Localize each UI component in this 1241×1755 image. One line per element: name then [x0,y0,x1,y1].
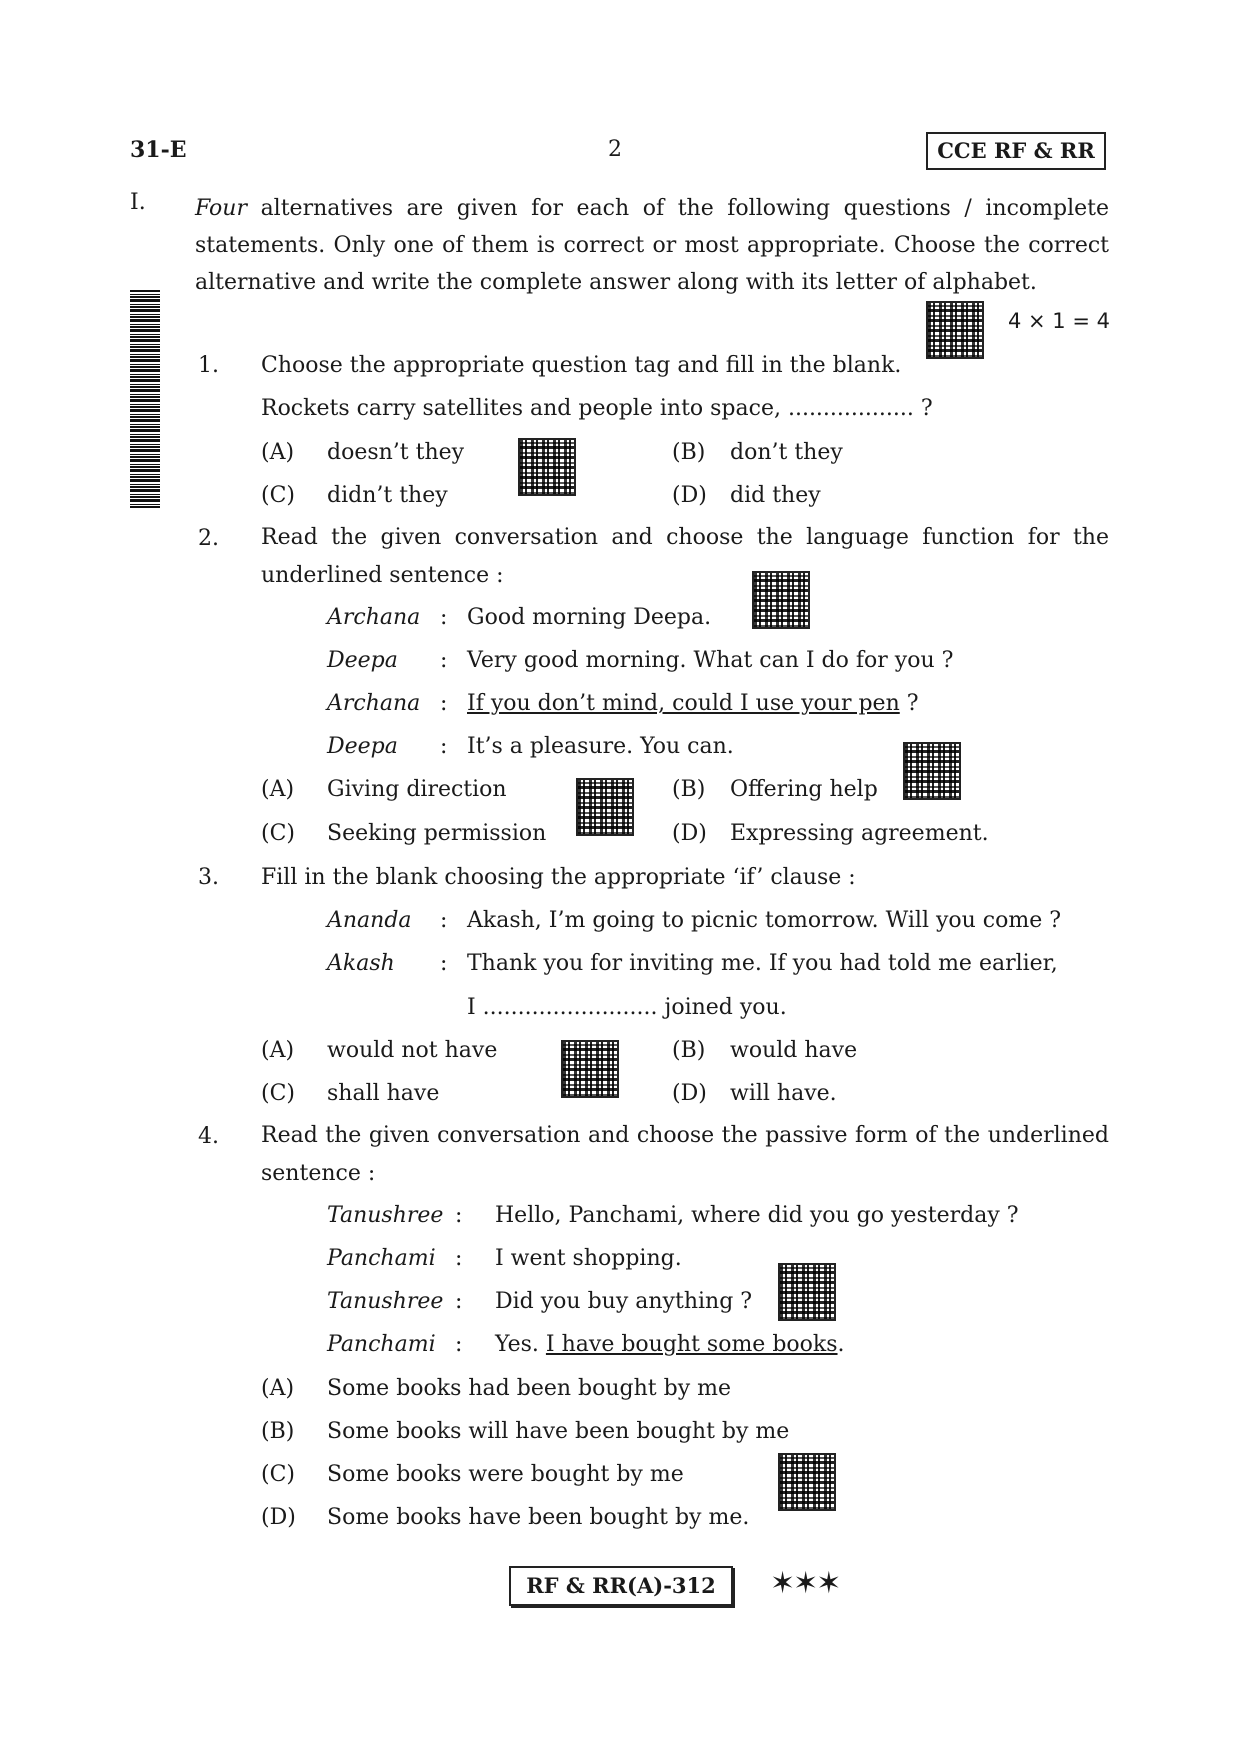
instruction-text: alternatives are given for each of the following questions / incomplete statements. Only one of them is correct or most appropriate. Choose the correct alternative and write the complete answer along with its letter of alphabet. [195,196,1109,295]
speaker-name: Deepa [327,734,398,759]
colon: : [440,648,448,673]
question-3-text: Fill in the blank choosing the appropriate ‘if’ clause : [261,865,856,890]
option-label: (A) [261,1038,295,1063]
option-label: (B) [672,777,706,802]
qr-code-icon [576,778,634,836]
section-numeral: I. [130,190,146,215]
option-text: would not have [327,1038,498,1063]
option-text: Some books were bought by me [327,1462,684,1487]
qr-code-icon [561,1040,619,1098]
option-label: (B) [672,440,706,465]
option-text: Offering help [730,777,878,802]
question-2-number: 2. [198,526,219,551]
dialogue-line: Hello, Panchami, where did you go yesterday ? [495,1203,1019,1228]
option-text: would have [730,1038,858,1063]
question-4-number: 4. [198,1124,219,1149]
option-label: (D) [672,483,707,508]
option-label: (A) [261,777,295,802]
speaker-name: Ananda [327,908,412,933]
section-instruction [195,190,1109,301]
speaker-name: Archana [327,691,421,716]
page-number: 2 [608,137,622,162]
speaker-name: Deepa [327,648,398,673]
qr-code-icon [752,571,810,629]
paper-code: 31-E [130,137,187,163]
question-1-number: 1. [198,353,219,378]
option-label: (B) [672,1038,706,1063]
dialogue-prefix: Yes. [495,1332,546,1357]
option-text: Some books will have been bought by me [327,1419,790,1444]
star-icon: ✶✶✶ [770,1566,840,1601]
colon: : [455,1332,463,1357]
question-1-text: Choose the appropriate question tag and fill in the blank. [261,353,902,378]
speaker-name: Panchami [327,1246,436,1271]
speaker-name: Panchami [327,1332,436,1357]
option-label: (A) [261,1376,295,1401]
option-text: Expressing agreement. [730,821,989,846]
question-3-number: 3. [198,865,219,890]
qr-code-icon [926,301,984,359]
dialogue-line: Akash, I’m going to picnic tomorrow. Will you come ? [467,908,1062,933]
option-label: (D) [261,1505,296,1530]
dialogue-line: Very good morning. What can I do for you ? [467,648,954,673]
underlined-sentence: If you don’t mind, could I use your pen [467,691,900,716]
option-label: (B) [261,1419,295,1444]
qr-code-icon [778,1453,836,1511]
dialogue-tail: ? [899,691,919,716]
instruction-emphasis: Four [195,196,247,221]
option-label: (C) [261,483,295,508]
colon: : [455,1203,463,1228]
dialogue-line: Thank you for inviting me. If you had told me earlier, [467,951,1058,976]
qr-code-icon [903,742,961,800]
speaker-name: Akash [327,951,395,976]
question-2-text: Read the given conversation and choose the language function for the underlined sentence : [261,525,1109,588]
option-label: (A) [261,440,295,465]
colon: : [455,1246,463,1271]
colon: : [440,908,448,933]
option-text: Giving direction [327,777,507,802]
option-label: (D) [672,1081,707,1106]
option-text: Some books have been bought by me. [327,1505,750,1530]
underlined-sentence: I have bought some books [545,1332,838,1357]
option-label: (C) [261,1462,295,1487]
dialogue-continuation: I ......................... joined you. [467,995,787,1020]
qr-code-icon [518,438,576,496]
speaker-name: Tanushree [327,1203,444,1228]
exam-type-box: CCE RF & RR [926,132,1106,170]
question-1-sentence: Rockets carry satellites and people into space, .................. ? [261,396,933,421]
option-text: did they [730,483,821,508]
speaker-name: Archana [327,605,421,630]
colon: : [455,1289,463,1314]
qr-code-icon [778,1263,836,1321]
option-text: will have. [730,1081,837,1106]
option-text: doesn’t they [327,440,465,465]
option-label: (C) [261,1081,295,1106]
speaker-name: Tanushree [327,1289,444,1314]
colon: : [440,691,448,716]
dialogue-line [495,1332,845,1358]
option-label: (C) [261,821,295,846]
dialogue-line: Good morning Deepa. [467,605,712,630]
dialogue-line: I went shopping. [495,1246,682,1271]
barcode-icon [130,290,160,508]
option-text: shall have [327,1081,440,1106]
colon: : [440,951,448,976]
dialogue-tail: . [837,1332,845,1357]
question-4-text: Read the given conversation and choose the passive form of the underlined sentence : [261,1123,1109,1186]
dialogue-line: It’s a pleasure. You can. [467,734,734,759]
colon: : [440,605,448,630]
option-text: don’t they [730,440,843,465]
marks-allocation: 4 × 1 = 4 [1008,309,1110,333]
dialogue-line [467,691,919,717]
option-text: didn’t they [327,483,448,508]
option-text: Seeking permission [327,821,547,846]
dialogue-line: Did you buy anything ? [495,1289,753,1314]
colon: : [440,734,448,759]
footer-code-box: RF & RR(A)-312 [509,1566,733,1606]
option-label: (D) [672,821,707,846]
option-text: Some books had been bought by me [327,1376,731,1401]
